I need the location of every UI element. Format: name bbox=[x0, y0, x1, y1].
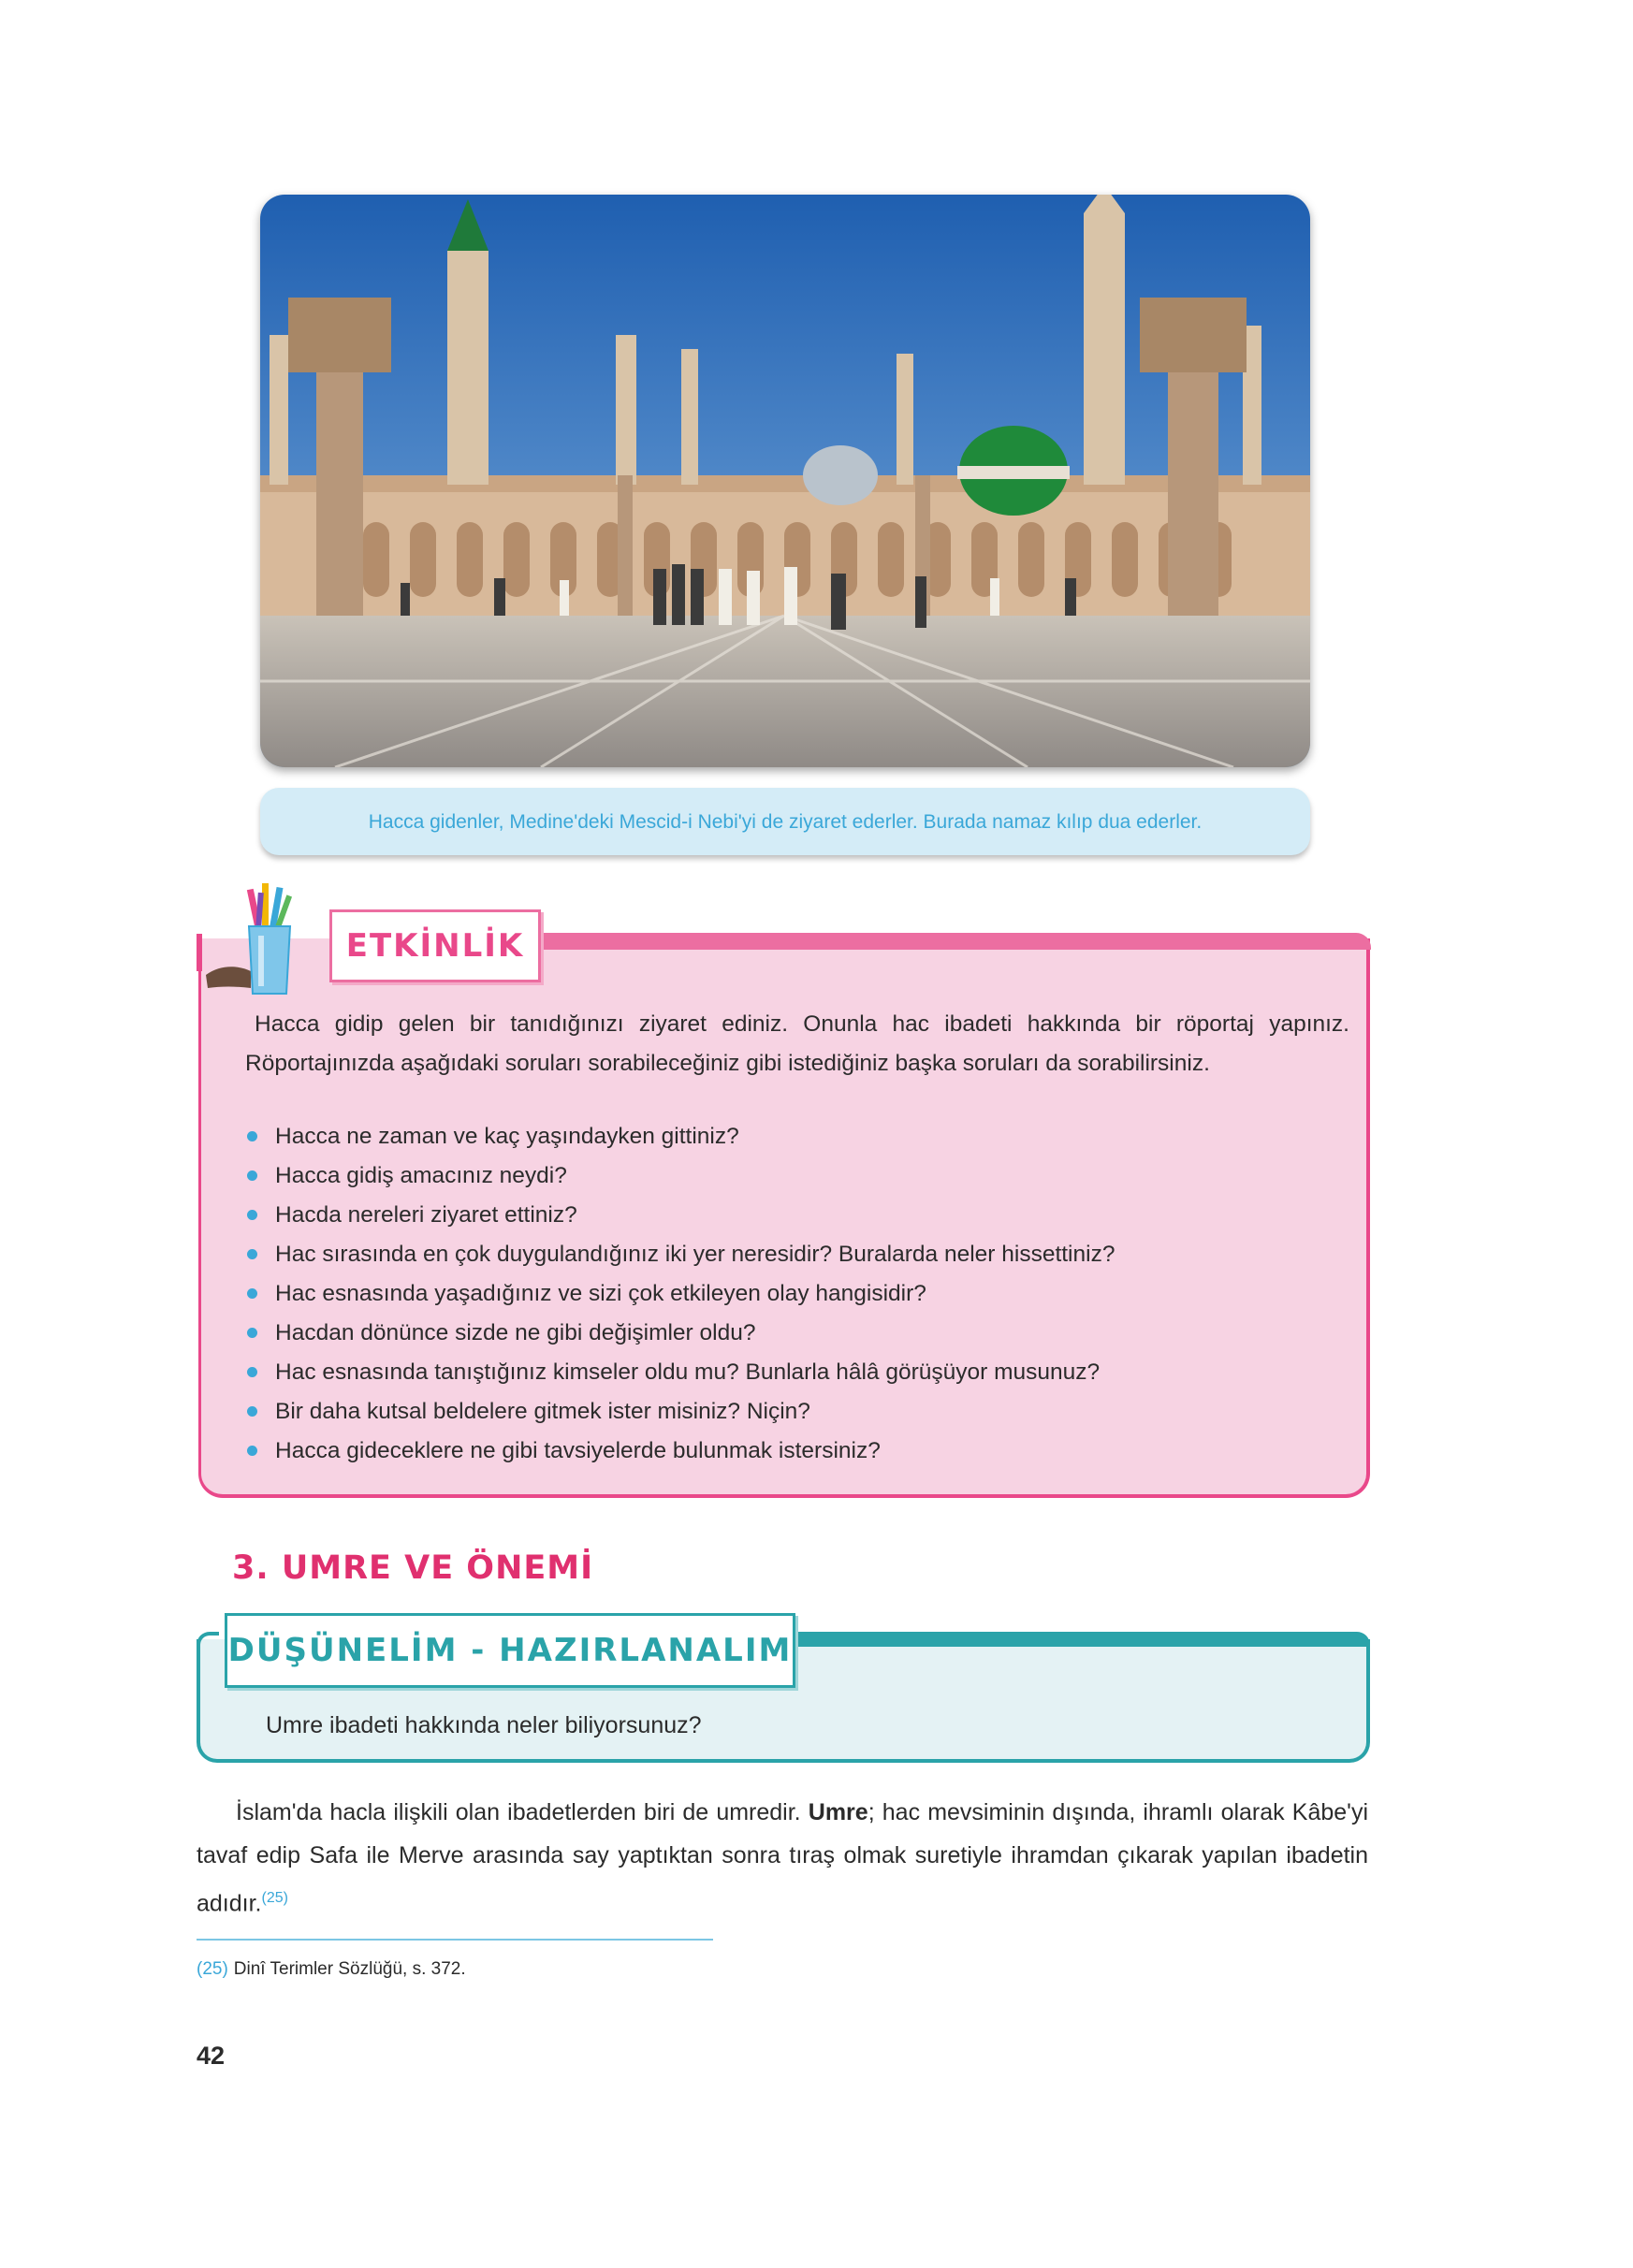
activity-top-bar bbox=[519, 933, 1371, 950]
bullet-icon bbox=[247, 1446, 257, 1456]
list-item: Hac sırasında en çok duygulandığınız iki yer neresidir? Buralarda neler hissettiniz? bbox=[241, 1235, 1115, 1274]
list-item: Hacda nereleri ziyaret ettiniz? bbox=[241, 1196, 1115, 1235]
bullet-icon bbox=[247, 1210, 257, 1220]
list-item: Hacdan dönünce sizde ne gibi değişimler oldu? bbox=[241, 1314, 1115, 1353]
activity-question-list bbox=[241, 1117, 1115, 1471]
mosque-photo bbox=[260, 195, 1310, 767]
think-prepare-question: Umre ibadeti hakkında neler biliyorsunuz? bbox=[266, 1712, 702, 1738]
bullet-icon bbox=[247, 1131, 257, 1141]
bullet-icon bbox=[247, 1170, 257, 1181]
list-item: Hac esnasında tanıştığınız kimseler oldu mu? Bunlarla hâlâ görüşüyor musunuz? bbox=[241, 1353, 1115, 1392]
footnote-reference: (25) bbox=[261, 1890, 288, 1906]
activity-intro: Hacca gidip gelen bir tanıdığınızı ziyaret ediniz. Onunla hac ibadeti hakkında bir röportaj yapınız. Röportajınızda aşağıdaki soruları sorabileceğiniz gibi istediğiniz başka soruları da sorabilirsiniz. bbox=[245, 1011, 1349, 1076]
body-paragraph: İslam'da hacla ilişkili olan ibadetlerden biri de umredir. Umre; hac mevsiminin dışında, ihramlı olarak Kâbe'yi tavaf edip Safa ile Merve arasında say yaptıktan sonra tıraş olmak suretiyle ihramdan çıkarak yapılan ibadetin adıdır.$^{(25)}$ bbox=[197, 1799, 1369, 1917]
page-number: 42 bbox=[197, 2042, 226, 2070]
list-item: Hacca gidiş amacınız neydi? bbox=[241, 1156, 1115, 1196]
activity-title: ETKİNLİK bbox=[345, 927, 525, 965]
think-prepare-title-tab bbox=[225, 1613, 795, 1688]
list-item: Hacca gideceklere ne gibi tavsiyelerde bulunmak istersiniz? bbox=[241, 1432, 1115, 1471]
photo-caption-text: Hacca gidenler, Medine'deki Mescid-i Nebi'yi de ziyaret ederler. Burada namaz kılıp dua ederler. bbox=[368, 810, 1203, 833]
photo-caption bbox=[260, 788, 1310, 855]
think-prepare-left-bar bbox=[197, 1632, 219, 1679]
list-item: Hacca ne zaman ve kaç yaşındayken gittiniz? bbox=[241, 1117, 1115, 1156]
umre-term: Umre bbox=[808, 1799, 868, 1825]
bullet-icon bbox=[247, 1249, 257, 1259]
footnote-text: Dinî Terimler Sözlüğü, s. 372. bbox=[233, 1959, 466, 1979]
section-heading: 3. UMRE VE ÖNEMİ bbox=[232, 1549, 594, 1587]
footnote bbox=[197, 1959, 466, 1980]
think-prepare-top-bar bbox=[795, 1632, 1370, 1647]
footnote-divider bbox=[197, 1939, 713, 1941]
bullet-icon bbox=[247, 1328, 257, 1338]
think-prepare-title: DÜŞÜNELİM - HAZIRLANALIM bbox=[227, 1632, 793, 1669]
list-item: Hac esnasında yaşadığınız ve sizi çok etkileyen olay hangisidir? bbox=[241, 1274, 1115, 1314]
activity-title-tab bbox=[329, 909, 541, 982]
footnote-number: (25) bbox=[197, 1959, 228, 1979]
pencil-cup-icon bbox=[202, 870, 305, 996]
list-item: Bir daha kutsal beldelere gitmek ister misiniz? Niçin? bbox=[241, 1392, 1115, 1432]
bullet-icon bbox=[247, 1288, 257, 1299]
bullet-icon bbox=[247, 1406, 257, 1417]
bullet-icon bbox=[247, 1367, 257, 1377]
